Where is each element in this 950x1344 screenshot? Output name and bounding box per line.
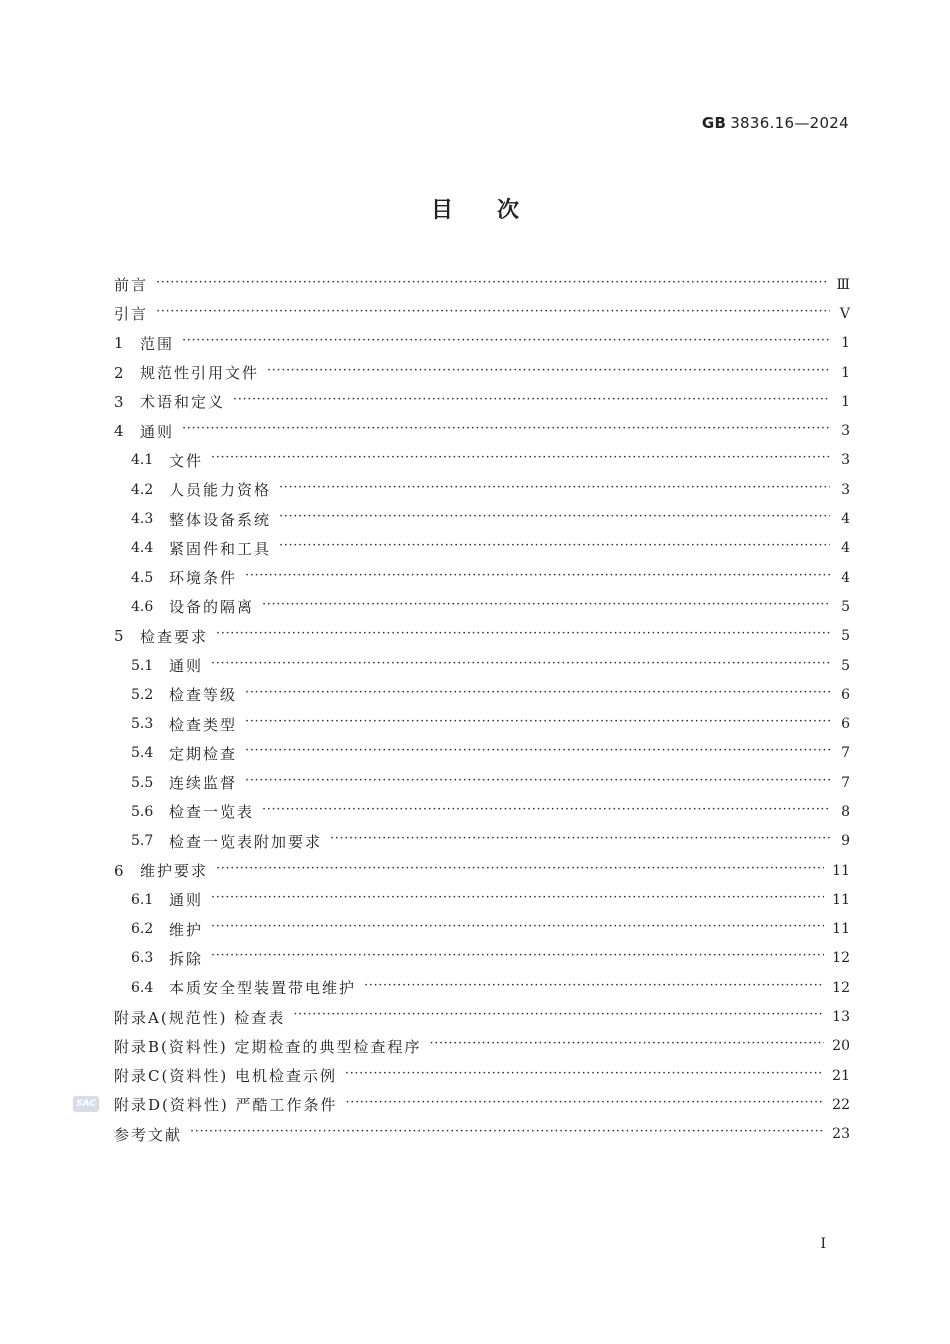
toc-entry-page: 4 [841,540,850,557]
toc-entry[interactable] [114,1120,850,1149]
toc-entry-number: 1 [114,334,124,353]
toc-entry-page: 6 [841,686,850,703]
standard-number: 3836.16—2024 [730,114,849,132]
toc-dot-leader [156,305,830,323]
toc-entry-number: 5.1 [131,657,154,674]
toc-entry-number: 6.4 [131,979,154,996]
toc-entry[interactable] [114,739,850,768]
toc-entry-page: 8 [841,803,850,820]
toc-dot-leader [293,1008,824,1026]
toc-entry-page: 7 [841,745,850,762]
toc-entry-number: 5.4 [131,745,154,762]
toc-entry-page: 22 [832,1096,850,1113]
toc-entry-label: 设备的隔离 [169,598,255,617]
toc-entry-label: 整体设备系统 [169,510,272,529]
toc-entry-page: 1 [841,364,850,381]
toc-entry[interactable] [114,299,850,328]
toc-dot-leader [216,627,830,645]
toc-dot-leader [262,598,830,616]
toc-dot-leader [245,569,830,587]
toc-entry-number: 5.6 [131,803,154,820]
toc-entry-label: 规范性引用文件 [140,364,260,383]
toc-entry[interactable] [114,504,850,533]
toc-dot-leader [245,686,830,704]
toc-entry-label: 前言 [114,276,149,295]
toc-entry-page: 4 [841,511,850,528]
toc-entry-label: 定期检查 [169,744,238,763]
toc-entry[interactable] [114,1002,850,1031]
toc-entry-number: 6 [114,861,124,880]
toc-entry-label: 附录C(资料性) 电机检查示例 [114,1067,337,1086]
toc-dot-leader [245,744,830,762]
toc-entry-number: 2 [114,363,124,382]
toc-entry[interactable] [114,592,850,621]
toc-dot-leader [211,451,830,469]
toc-entry-label: 紧固件和工具 [169,539,272,558]
toc-entry[interactable] [114,973,850,1002]
toc-dot-leader [267,364,830,382]
toc-entry-label: 检查一览表 [169,803,255,822]
toc-dot-leader [245,774,830,792]
toc-entry-page: 5 [841,598,850,615]
toc-entry[interactable] [114,534,850,563]
toc-entry-page: 1 [841,393,850,410]
toc-entry-page: 5 [841,657,850,674]
toc-dot-leader [345,1067,824,1085]
toc-entry-page: 4 [841,569,850,586]
toc-dot-leader [330,832,830,850]
toc-entry[interactable] [114,827,850,856]
toc-entry-number: 5.7 [131,833,154,850]
toc-dot-leader [245,715,830,733]
toc-entry-page: 23 [832,1126,850,1143]
toc-entry[interactable] [114,856,850,885]
toc-entry-label: 检查一览表附加要求 [169,832,323,851]
toc-entry-label: 维护要求 [140,862,209,881]
toc-entry-number: 4.1 [131,452,154,469]
toc-dot-leader [216,862,824,880]
toc-entry-page: 21 [832,1067,850,1084]
toc-entry-number: 6.1 [131,891,154,908]
toc-entry-page: 5 [841,628,850,645]
toc-entry-label: 维护 [169,920,204,939]
toc-entry-number: 5.5 [131,774,154,791]
toc-entry-number: 4.5 [131,569,154,586]
toc-entry[interactable] [114,768,850,797]
toc-entry[interactable] [114,797,850,826]
toc-entry-number: 4.3 [131,511,154,528]
toc-entry[interactable] [114,915,850,944]
toc-entry-page: 12 [832,979,850,996]
toc-entry-page: 3 [841,452,850,469]
toc-entry-label: 附录A(规范性) 检查表 [114,1008,286,1027]
page-title: 目次 [430,197,563,223]
toc-entry-number: 4 [114,422,124,441]
toc-entry[interactable] [114,709,850,738]
toc-entry-label: 通则 [140,422,175,441]
toc-entry[interactable] [114,944,850,973]
toc-entry[interactable] [114,329,850,358]
toc-entry-page: Ⅲ [836,276,850,293]
page-number: I [820,1236,826,1252]
toc-entry-page: 11 [832,921,850,938]
toc-entry-number: 6.3 [131,950,154,967]
toc-dot-leader [262,803,830,821]
toc-dot-leader [211,657,830,675]
toc-dot-leader [211,920,824,938]
toc-entry[interactable] [114,446,850,475]
toc-entry-label: 附录D(资料性) 严酷工作条件 [114,1096,338,1115]
toc-entry[interactable] [114,885,850,914]
toc-entry[interactable] [114,1032,850,1061]
standard-prefix: GB [701,114,727,132]
toc-dot-leader [190,1125,824,1143]
toc-entry-label: 检查等级 [169,686,238,705]
toc-entry-page: 9 [841,833,850,850]
toc-entry-page: 13 [832,1009,850,1026]
toc-dot-leader [211,891,824,909]
toc-entry-label: 附录B(资料性) 定期检查的典型检查程序 [114,1037,422,1056]
toc-entry-label: 范围 [140,334,175,353]
toc-dot-leader [279,539,830,557]
toc-entry-label: 参考文献 [114,1125,183,1144]
toc-entry-label: 连续监督 [169,774,238,793]
toc-entry-label: 拆除 [169,949,204,968]
toc-entry-label: 通则 [169,657,204,675]
toc-entry-page: 6 [841,716,850,733]
toc-entry-number: 4.4 [131,540,154,557]
toc-dot-leader [233,393,830,411]
toc-entry-page: 11 [832,891,850,908]
toc-entry-page: 3 [841,423,850,440]
toc-dot-leader [182,422,830,440]
toc-entry[interactable] [114,1061,850,1090]
toc-entry-label: 检查类型 [169,715,238,734]
toc-entry-label: 人员能力资格 [169,481,272,500]
toc-entry-number: 5.2 [131,686,154,703]
toc-entry[interactable] [114,680,850,709]
toc-entry-page: 12 [832,950,850,967]
sac-watermark-logo: SAC [73,1096,99,1112]
toc-entry-page: 20 [832,1038,850,1055]
toc-entry-number: 4.2 [131,481,154,498]
toc-entry-number: 3 [114,392,124,411]
toc-entry-label: 文件 [169,451,204,470]
toc-dot-leader [364,979,824,997]
toc-entry[interactable] [114,387,850,416]
toc-entry-page: 7 [841,774,850,791]
toc-entry[interactable] [114,270,850,299]
toc-entry[interactable] [114,358,850,387]
toc-entry-label: 引言 [114,305,149,324]
toc-entry-number: 6.2 [131,921,154,938]
toc-entry[interactable] [114,622,850,651]
toc-dot-leader [279,481,830,499]
toc-dot-leader [430,1037,825,1055]
toc-entry-number: 4.6 [131,598,154,615]
toc-dot-leader [211,949,824,967]
standard-code [702,114,849,132]
toc-entry-label: 环境条件 [169,569,238,588]
toc-entry-page: Ⅴ [839,305,850,322]
toc-entry-page: 3 [841,481,850,498]
toc-dot-leader [346,1096,825,1114]
toc-entry[interactable] [114,1090,850,1119]
toc-entry-page: 11 [832,862,850,879]
toc-entry[interactable] [114,651,850,680]
toc-entry-number: 5 [114,627,124,646]
toc-dot-leader [156,276,828,294]
toc-entry-label: 检查要求 [140,627,209,646]
toc-entry-label: 本质安全型装置带电维护 [169,979,357,998]
toc-dot-leader [182,334,830,352]
toc-dot-leader [279,510,830,528]
toc-entry-label: 通则 [169,891,204,910]
toc-entry[interactable] [114,475,850,504]
table-of-contents [114,270,850,1149]
toc-entry[interactable] [114,563,850,592]
toc-entry[interactable] [114,416,850,445]
toc-entry-number: 5.3 [131,716,154,733]
toc-entry-label: 术语和定义 [140,393,226,412]
toc-entry-page: 1 [841,335,850,352]
